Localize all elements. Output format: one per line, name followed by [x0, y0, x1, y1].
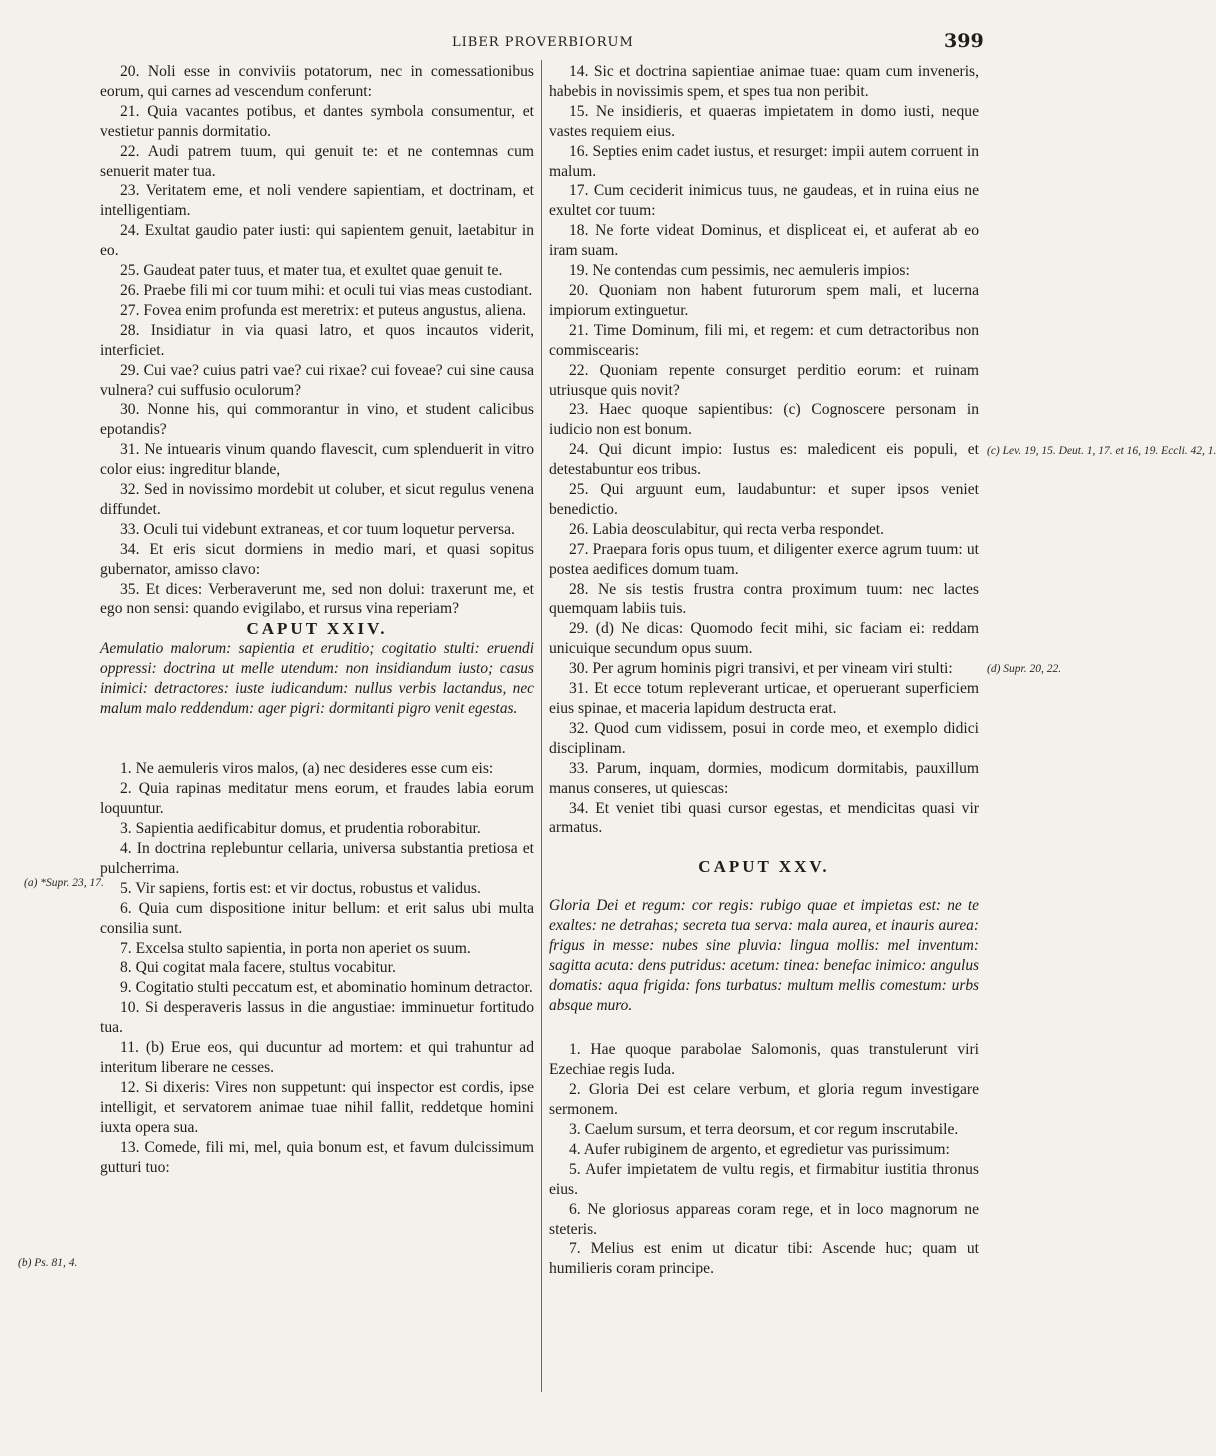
verse: 17. Cum ceciderit inimicus tuus, ne gaudeas, et in ruina eius ne exultet cor tuum: [549, 182, 979, 220]
verse: 4. Aufer rubiginem de argento, et egredietur vas purissimum: [569, 1140, 950, 1158]
verse: 29. (d) Ne dicas: Quomodo fecit mihi, sic faciam ei: reddam unicuique secundum opus suum. [549, 620, 979, 658]
chapter-25-summary: Gloria Dei et regum: cor regis: rubigo quae et impietas est: ne te exaltes: ne detrahas; secreta tua serva: mala aurea, et inauris aurea: frigus in messe: nubes sine pluvia: lingua mollis: mel inventum: sagitta acuta: dens putridus: acetum: tinea: benefac inimico: angulus domatis: aqua frigida: fons turbatus: multum mellis comestum: urbs absque muro. [549, 897, 980, 1014]
running-head [0, 30, 1110, 54]
marginal-note-b: (b) Ps. 81, 4. [18, 1257, 78, 1269]
verse: 21. Quia vacantes potibus, et dantes symbola consumentur, et vestietur pannis dormitatio. [100, 102, 534, 140]
running-title: LIBER PROVERBIORUM [452, 35, 634, 50]
verse: 35. Et dices: Verberaverunt me, sed non dolui: traxerunt me, et ego non sensi: quando evigilabo, et rursus vina reperiam? [100, 580, 534, 618]
verse: 24. Qui dicunt impio: Iustus es: maledicent eis populi, et detestabuntur eos tribus. [549, 441, 979, 479]
spacer [549, 1016, 979, 1040]
verse: 32. Sed in novissimo mordebit ut coluber, et sicut regulus venena diffundet. [100, 481, 534, 518]
verse: 28. Ne sis testis frustra contra proximum tuum: nec lactes quemquam labiis tuis. [549, 580, 979, 618]
verse: 15. Ne insidieris, et quaeras impietatem in domo iusti, neque vastes requiem eius. [549, 102, 979, 140]
verse: 3. Caelum sursum, et terra deorsum, et cor regum inscrutabile. [569, 1120, 959, 1138]
verse: 30. Per agrum hominis pigri transivi, et per vineam viri stulti: [569, 660, 953, 678]
verse: 12. Si dixeris: Vires non suppetunt: qui inspector est cordis, ipse intelligit, et servatorem animae tuae nihil fallit, reddetque homini iuxta opera sua. [100, 1078, 534, 1136]
right-column [549, 62, 979, 1279]
verse: 33. Oculi tui videbunt extraneas, et cor tuum loquetur perversa. [120, 520, 515, 538]
spacer [549, 877, 979, 896]
verse: 5. Aufer impietatem de vultu regis, et firmabitur iustitia thronus eius. [549, 1160, 979, 1198]
verse: 25. Qui arguunt eum, laudabuntur: et super ipsos veniet benedictio. [549, 481, 979, 518]
verse: 22. Quoniam repente consurget perditio eorum: et ruinam utriusque quis novit? [549, 361, 979, 399]
verse: 31. Ne intuearis vinum quando flavescit, cum splenduerit in vitro color eius: ingreditur blande, [100, 441, 534, 479]
verse: 16. Septies enim cadet iustus, et resurget: impii autem corruent in malum. [549, 142, 979, 180]
verse: 19. Ne contendas cum pessimis, nec aemuleris impios: [569, 262, 910, 280]
verse: 20. Noli esse in conviviis potatorum, nec in comessationibus eorum, qui carnes ad vescendum conferunt: [100, 63, 534, 100]
verse: 29. Cui vae? cuius patri vae? cui rixae? cui foveae? cui sine causa vulnera? cui suffusio oculorum? [100, 361, 534, 399]
verse: 21. Time Dominum, fili mi, et regem: et cum detractoribus non commiscearis: [549, 321, 979, 359]
verse: 14. Sic et doctrina sapientiae animae tuae: quam cum inveneris, habebis in novissimis spem, et spes tua non peribit. [549, 63, 979, 100]
spacer [549, 838, 979, 857]
verse: 34. Et eris sicut dormiens in medio mari, et quasi sopitus gubernator, amisso clavo: [100, 540, 534, 578]
verse: 28. Insidiatur in via quasi latro, et quos incautos viderit, interficiet. [100, 321, 534, 359]
verse: 7. Excelsa stulto sapientia, in porta non aperiet os suum. [120, 939, 471, 957]
marginal-note-d: (d) Supr. 20, 22. [987, 663, 1062, 675]
verse: 6. Quia cum dispositione initur bellum: et erit salus ubi multa consilia sunt. [100, 899, 534, 937]
verse: 20. Quoniam non habent futurorum spem mali, et lucerna impiorum extinguetur. [549, 281, 979, 319]
verse: 11. (b) Erue eos, qui ducuntur ad mortem: et qui trahuntur ad interitum liberare ne cesses. [100, 1039, 534, 1076]
left-column [100, 62, 534, 1177]
verse: 1. Hae quoque parabolae Salomonis, quas transtulerunt viri Ezechiae regis Iuda. [549, 1041, 979, 1079]
verse: 27. Fovea enim profunda est meretrix: et puteus angustus, aliena. [120, 301, 527, 319]
verse: 6. Ne gloriosus appareas coram rege, et in loco magnorum ne steteris. [549, 1200, 979, 1238]
verse: 1. Ne aemuleris viros malos, (a) nec desideres esse cum eis: [120, 760, 494, 778]
verse: 23. Haec quoque sapientibus: (c) Cognoscere personam in iudicio non est bonum. [549, 401, 979, 439]
verse: 34. Et veniet tibi quasi cursor egestas, et mendicitas quasi vir armatus. [549, 799, 979, 837]
verse: 32. Quod cum vidissem, posui in corde meo, et exemplo didici disciplinam. [549, 719, 979, 757]
verse: 27. Praepara foris opus tuum, et diligenter exerce agrum tuum: ut postea aedifices domum tuam. [549, 540, 979, 578]
chapter-25-heading: CAPUT XXV. [698, 857, 830, 877]
column-divider [541, 60, 542, 1392]
verse: 8. Qui cogitat mala facere, stultus vocabitur. [120, 959, 396, 977]
verse: 2. Quia rapinas meditatur mens eorum, et fraudes labia eorum loquuntur. [100, 780, 534, 818]
chapter-24-summary: Aemulatio malorum: sapientia et eruditio; cogitatio stulti: eruendi oppressi: doctrina ut melle utendum: non insidiandum iusto; casus inimici: detractores: iuste iudicandum: nullus verbis lactandus, nec malum malo reddendum: ager pigri: dormitanti pigro venit egestas. [100, 640, 534, 718]
page-number: 399 [944, 30, 984, 52]
verse: 24. Exultat gaudio pater iusti: qui sapientem genuit, laetabitur in eo. [100, 222, 534, 260]
verse: 31. Et ecce totum repleverant urticae, et operuerant superficiem eius spinae, et maceria lapidum destructa erat. [549, 680, 979, 717]
verse: 5. Vir sapiens, fortis est: et vir doctus, robustus et validus. [120, 879, 481, 897]
verse: 25. Gaudeat pater tuus, et mater tua, et exultet quae genuit te. [120, 262, 503, 280]
verse: 10. Si desperaveris lassus in die angustiae: imminuetur fortitudo tua. [100, 999, 534, 1037]
verse: 9. Cogitatio stulti peccatum est, et abominatio hominum detractor. [120, 979, 533, 997]
verse: 7. Melius est enim ut dicatur tibi: Ascende huc; quam ut humilieris coram principe. [549, 1240, 979, 1278]
verse: 2. Gloria Dei est celare verbum, et gloria regum investigare sermonem. [549, 1081, 979, 1119]
verse: 3. Sapientia aedificabitur domus, et prudentia roborabitur. [120, 820, 481, 838]
verse: 4. In doctrina replebuntur cellaria, universa substantia pretiosa et pulcherrima. [100, 840, 534, 877]
verse: 30. Nonne his, qui commorantur in vino, et student calicibus epotandis? [100, 401, 534, 439]
marginal-note-a: (a) *Supr. 23, 17. [24, 877, 104, 889]
marginal-note-c: (c) Lev. 19, 15. Deut. 1, 17. et 16, 19. Eccli. 42, 1. [987, 445, 1216, 457]
verse: 18. Ne forte videat Dominus, et displiceat ei, et auferat ab eo iram suam. [549, 222, 979, 260]
chapter-24-heading: CAPUT XXIV. [246, 619, 388, 639]
verse: 26. Labia deosculabitur, qui recta verba respondet. [569, 520, 885, 538]
verse: 26. Praebe fili mi cor tuum mihi: et oculi tui vias meas custodiant. [120, 281, 533, 299]
verse: 23. Veritatem eme, et noli vendere sapientiam, et doctrinam, et intelligentiam. [100, 182, 534, 220]
verse: 22. Audi patrem tuum, qui genuit te: et ne contemnas cum senuerit mater tua. [100, 142, 534, 180]
verse: 13. Comede, fili mi, mel, quia bonum est, et favum dulcissimum gutturi tuo: [100, 1138, 534, 1176]
verse: 33. Parum, inquam, dormies, modicum dormitabis, pauxillum manus conseres, ut quiescas: [549, 759, 979, 797]
